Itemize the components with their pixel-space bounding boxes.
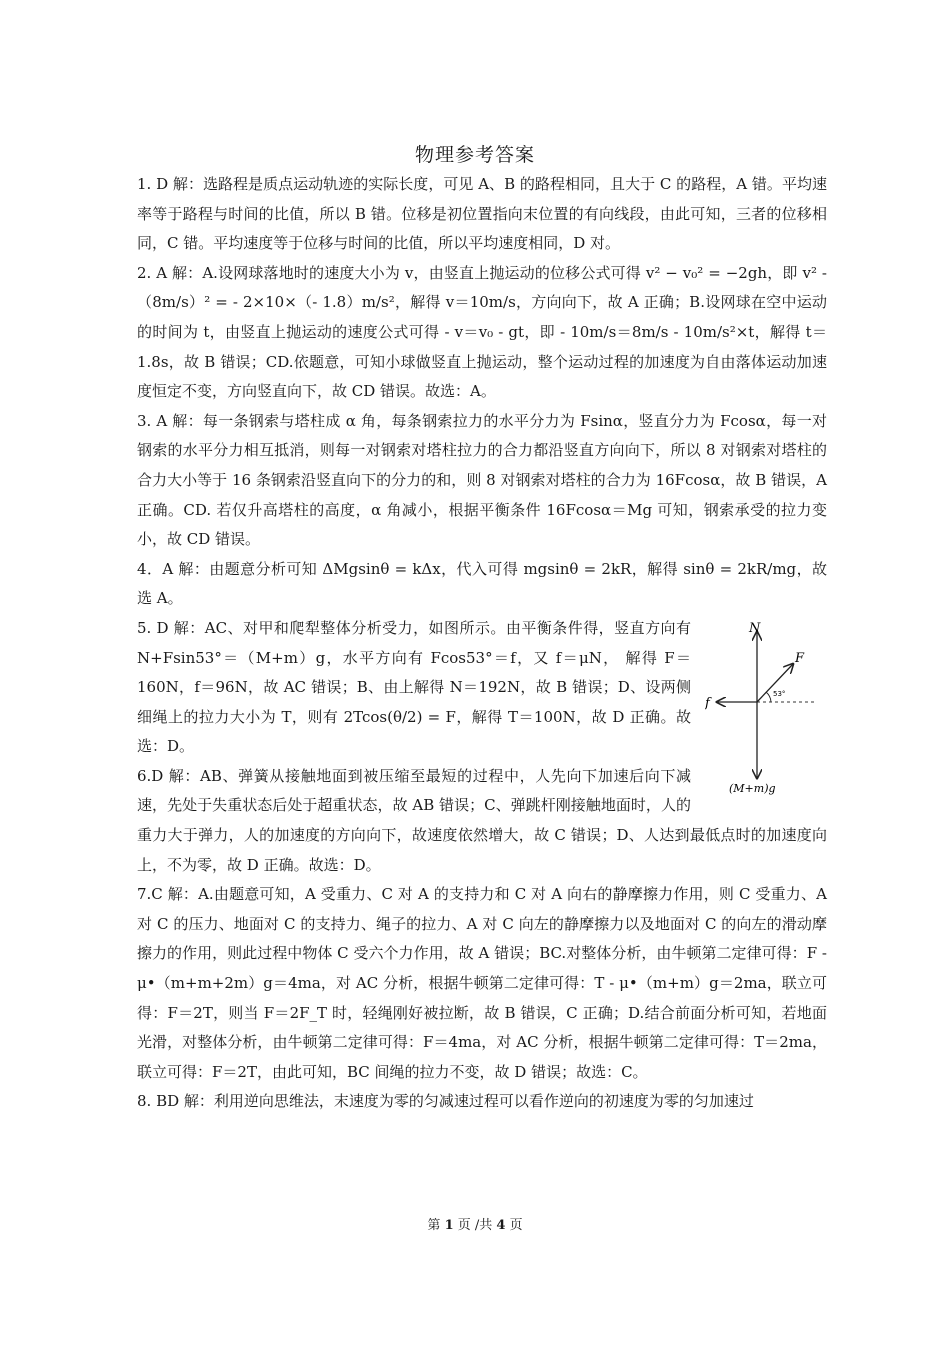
page-title: 物理参考答案	[414, 144, 535, 166]
label-f-friction: f	[705, 695, 710, 711]
page-footer	[0, 1214, 950, 1233]
answer-4: 4．A 解：由题意分析可知 ΔMgsinθ = kΔx，代入可得 mgsinθ = 2kR，解得 sinθ = 2kR/mg，故选 A。	[137, 559, 827, 608]
answer-1: 1. D 解：选路程是质点运动轨迹的实际长度，可见 A、B 的路程相同，且大于 C 的路程，A 错。平均速率等于路程与时间的比值，所以 B 错。位移是初位置指向末位置的有向线段，由此可知，三者的位移相同，C 错。平均速度等于位移与时间的比值，所以平均速度相同，D 对。	[137, 175, 827, 253]
label-n: N	[749, 620, 761, 636]
footer-middle: 页 /共	[453, 1218, 497, 1233]
angle-arc	[766, 692, 771, 702]
force-diagram	[705, 620, 827, 795]
footer-suffix: 页	[505, 1218, 523, 1233]
footer-prefix: 第	[427, 1218, 445, 1233]
answer-3: 3. A 解：每一条钢索与塔柱成 α 角，每条钢索拉力的水平分力为 Fsinα，竖直分力为 Fcosα，每一对钢索的水平分力相互抵消，则每一对钢索对塔柱拉力的合力都沿竖直方向向下，所以 8 对钢索对塔柱的合力大小等于 16 条钢索沿竖直向下的分力的和，则 8 对钢索对塔柱的合力为 16Fcosα，故 B 错误，A 正确。CD. 若仅升高塔柱的高度，α 角减小，根据平衡条件 16Fcosα＝Mg 可知，钢索承受的拉力变小，故 CD 错误。	[137, 411, 827, 549]
footer-page-number: 1	[444, 1218, 454, 1233]
answer-6: 6.D 解：AB、弹簧从接触地面到被压缩至最短的过程中，人先向下加速后向下减速，先处于失重状态后处于超重状态，故 AB 错误；C、弹跳杆刚接触地面时，人的重力大于弹力，人的加速度的方向向下，故速度依然增大，故 C 错误；D、人达到最低点时的加速度向上，不为零，故 D 正确。故选：D。	[137, 766, 827, 874]
label-f-force: F	[795, 650, 805, 666]
answer-8: 8. BD 解：利用逆向思维法，末速度为零的匀减速过程可以看作逆向的初速度为零的匀加速过	[137, 1092, 754, 1111]
answer-5: 5. D 解：AC、对甲和爬犁整体分析受力，如图所示。由平衡条件得，竖直方向有 N+Fsin53°＝（M+m）g，水平方向有 Fcos53°＝f，又 f＝μN， 解得 F＝160N，f＝96N，故 AC 错误；B、由上解得 N＝192N，故 B 错误；D、设两侧细绳上的拉力大小为 T，则有 2Tcos(θ/2) = F，解得 T＝100N，故 D 正确。故选：D。	[137, 618, 691, 756]
answer-7: 7.C 解：A.由题意可知，A 受重力、C 对 A 的支持力和 C 对 A 向右的静摩擦力作用，则 C 受重力、A 对 C 的压力、地面对 C 的支持力、绳子的拉力、A 对 C 向左的静摩擦力以及地面对 C 的向左的滑动摩擦力的作用，则此过程中物体 C 受六个力作用，故 A 错误；BC.对整体分析，由牛顿第二定律可得：F - μ•（m+m+2m）g＝4ma，对 AC 分析，根据牛顿第二定律可得：T - μ•（m+m）g＝2ma，联立可得：F＝2T，则当 F＝2F_T 时，轻绳刚好被拉断，故 B 错误，C 正确；D.结合前面分析可知，若地面光滑，对整体分析，由牛顿第二定律可得：F＝4ma，对 AC 分析，根据牛顿第二定律可得：T＝2ma，联立可得：F＝2T，由此可知，BC 间绳的拉力不变，故 D 错误；故选：C。	[137, 885, 827, 1081]
answer-body	[137, 170, 827, 1117]
label-angle: 53°	[773, 689, 786, 698]
answer-2: 2. A 解：A.设网球落地时的速度大小为 v，由竖直上抛运动的位移公式可得 v² − v₀² = −2gh，即 v² -（8m/s）² = - 2×10×（- 1.8）m/s²，解得 v＝10m/s，方向向下，故 A 正确；B.设网球在空中运动的时间为 t，由竖直上抛运动的速度公式可得 - v＝v₀ - gt，即 - 10m/s＝8m/s - 10m/s²×t，解得 t＝1.8s，故 B 错误；CD.依题意，可知小球做竖直上抛运动，整个运动过程的加速度为自由落体运动加速度恒定不变，方向竖直向下，故 CD 错误。故选：A。	[137, 263, 827, 401]
footer-total-pages: 4	[496, 1218, 506, 1233]
label-g: (M+m)g	[729, 781, 776, 795]
